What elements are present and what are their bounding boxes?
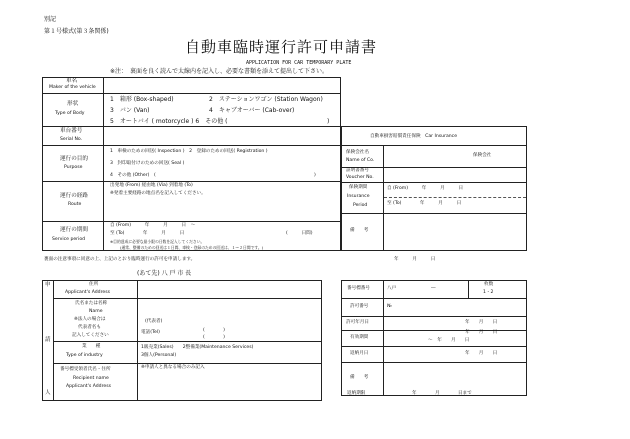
insurance-remarks-field[interactable] [384,214,526,250]
period-label-en: Service period [52,237,86,242]
return-deadline-value[interactable]: 年 月 日まで [412,391,472,396]
insurance-company-label: 保険会社名 [346,150,369,155]
declaration-text: 裏面の注意事項に同意の上、上記のとおり臨時運行の許可を申請します。 [44,257,196,262]
body-option-cabover[interactable]: 4 キャブオーバー (Cab-over) [209,107,295,114]
industry-options[interactable]: 1販売業(Sales) 2整備業(Maintenance Services) [141,345,254,350]
plate-number-prefix[interactable]: 八戸 [387,286,397,291]
permit-number-value[interactable]: № [387,304,392,309]
voucher-field[interactable] [384,168,526,181]
name-field[interactable] [138,299,321,317]
purpose-other-close: ) [314,173,316,178]
valid-period-from[interactable]: 年 月 日 [465,330,498,335]
return-date-value[interactable]: 年 月 日 [465,351,498,356]
insurance-remarks-label: 備 考 [350,228,369,233]
industry-label: 業 種 [82,344,101,349]
address-field[interactable] [138,281,321,297]
body-option-motorcycle-other[interactable]: 5 オートバイ ( motorcycle ) 6 その他 ( [110,118,228,125]
plate-number-dash: ― [431,286,436,291]
voucher-label-en: Voucher No. [346,175,374,180]
sheets-label: 枚数 [484,282,494,287]
declaration-date[interactable]: 年 月 日 [394,257,436,262]
route-instruction: ※発着主要経路の地点名を記入してください。 [110,191,206,196]
body-option-box[interactable]: 1 箱形 (Box-shaped) [110,96,174,103]
return-date-label: 返納月日 [350,351,369,356]
corp-note-3: 記入してください [72,333,109,338]
name-label-en: Name [89,309,103,314]
maker-label: 車名 [66,78,78,84]
insurance-heading: 自動車損害賠償責任保険 Car Insurance [370,134,458,139]
sheets-value[interactable]: 1・2 [483,290,494,295]
valid-period-label: 有効期間 [350,335,369,340]
purpose-option-inspection-registration[interactable]: 1 車検のための回送( Inspection ) 2 登録のための回送( Registration ) [110,149,268,154]
annex-label: 別記 [44,16,57,23]
body-other-close: ) [327,118,330,125]
page-subtitle: APPLICATION FOR CAR TEMPORARY PLATE [246,60,352,66]
tel-field-2[interactable]: ( ) [203,335,225,340]
body-type-label-en: Type of Body [55,111,85,116]
permit-number-label: 許可番号 [350,304,369,309]
period-to[interactable]: 至 (To) 年 月 日 [110,231,185,236]
industry-label-en: Type of industry [66,353,103,358]
industry-option-personal[interactable]: 3個人(Personal) [141,353,177,358]
applicant-side-label-bottom: 人 [45,390,51,396]
route-field[interactable] [104,200,340,220]
serial-label: 車台番号 [60,128,83,134]
recipient-field[interactable] [138,373,321,400]
purpose-label: 運行の目的 [60,156,88,162]
page-title: 自動車臨時運行許可申請書 [185,38,378,56]
representative-label: (代表者) [145,319,163,324]
name-label: 氏名または名称 [75,301,108,306]
period-from[interactable]: 自 (From) 年 月 日 ～ [110,223,196,228]
return-deadline-label: 返納期限 [347,391,366,396]
body-type-label: 形状 [67,101,79,107]
corp-note-1: ※法人の場合は [74,317,106,322]
corp-note-2: 代表者名も [78,325,101,330]
applicant-side-label-top: 申 [45,282,51,288]
insurance-company-label-en: Name of Co. [346,158,375,163]
recipient-note: ※申請人と異なる場合のみ記入 [141,365,205,370]
body-option-van[interactable]: 3 バン (Van) [110,107,150,114]
serial-field[interactable] [104,127,340,144]
period-note-1: ※目的達成に必要な最小限の日数を記入してください。 [110,239,205,244]
period-note-2: (通常、整備のための回送は１日間、車検・登録のための回送は、１～２日間です。) [120,245,264,250]
maker-label-en: Maker of the vehicle [49,85,96,90]
maker-field[interactable] [104,78,340,92]
tel-label: 電話(Tel) [141,330,160,335]
permit-date-label: 許可年月日 [346,320,369,325]
route-label: 運行の経路 [60,193,88,199]
purpose-option-seal[interactable]: 3 封印取付けのための回送( Seal ) [110,161,185,166]
applicant-side-label-mid: 請 [45,337,51,343]
recipient-label-en-2: Applicant's Address [66,384,111,389]
insurance-period-label-en-2: Period [353,203,368,208]
plate-number-label: 番号標番号 [347,286,370,291]
valid-period-to[interactable]: ～ 年 月 日 [428,338,470,343]
tel-field-1[interactable]: ( ) [203,328,225,333]
office-remarks-label: 備 考 [350,375,369,380]
permit-date-value[interactable]: 年 月 日 [465,320,498,325]
recipient-label-en-1: Recipient name [73,376,109,381]
insurance-company-suffix[interactable]: 保険会社 [473,153,492,158]
form-number: 第１号様式(第３条関係) [44,28,109,35]
period-days[interactable]: ( 日間) [286,231,313,236]
period-label: 運行の期間 [60,227,88,233]
recipient-label: 番号標受領者氏名・住所 [60,367,111,372]
serial-label-en: Serial No. [60,137,83,142]
address-label: 住所 [89,282,99,287]
instruction-note: ※注： 裏面を良く読んで太線内を記入し、必要な書類を添えて提出して下さい。 [110,68,329,75]
insurance-period-label: 保険期間 [349,185,368,190]
voucher-label: 証明書番号 [346,168,369,173]
insurance-period-to[interactable]: 至 (To) 年 月 日 [387,201,462,206]
purpose-label-en: Purpose [64,165,83,170]
route-label-en: Route [68,202,82,207]
route-header: 出発地 (From) 経由地 (Via) 到着地 (To) [110,183,193,188]
purpose-option-other[interactable]: 4 その他 (Other) ( [110,173,156,178]
address-label-en: Applicant's Address [65,290,110,295]
addressee: (あて先) 八 戸 市 長 [137,270,192,277]
insurance-period-from[interactable]: 自 (From) 年 月 日 [387,186,464,191]
insurance-period-label-en-1: Insurance [347,194,370,199]
body-option-wagon[interactable]: 2 ステーションワゴン (Station Wagon) [209,96,323,103]
